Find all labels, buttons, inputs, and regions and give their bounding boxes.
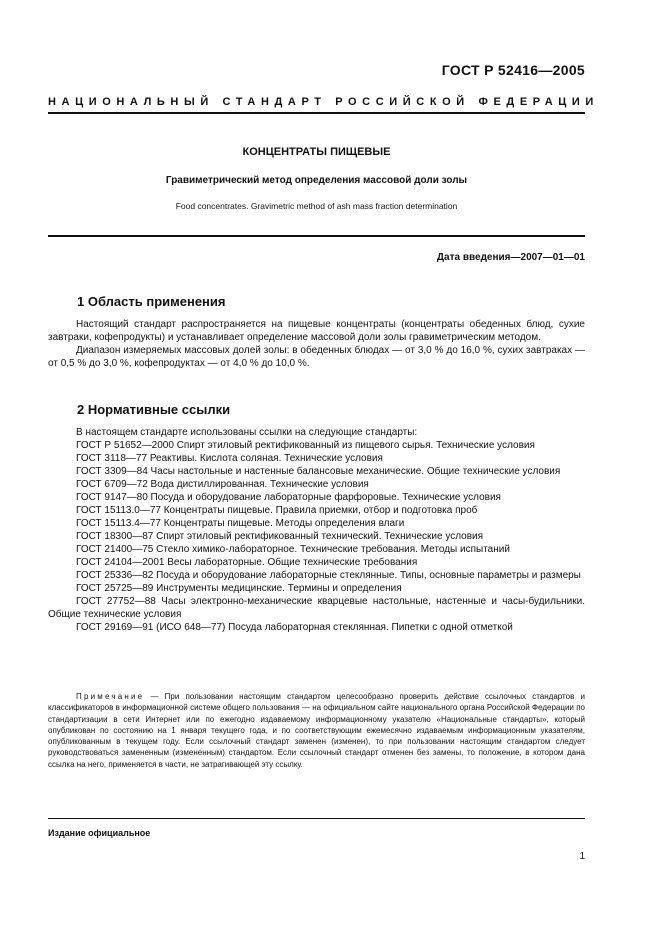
note [48, 691, 585, 770]
reference-item: ГОСТ 9147—80 Посуда и оборудование лабораторные фарфоровые. Технические условия [76, 492, 501, 503]
reference-item: ГОСТ 18300—87 Спирт этиловый ректификованный технический. Технические условия [76, 531, 484, 542]
reference-item: ГОСТ 3118—77 Реактивы. Кислота соляная. Технические условия [76, 453, 383, 464]
section-2-body [48, 426, 585, 634]
reference-item: ГОСТ 27752—88 Часы электронно-механические кварцевые настольные, настенные и часы-будильники. Общие технические условия [48, 596, 585, 620]
page-title: КОНЦЕНТРАТЫ ПИЩЕВЫЕ [242, 146, 391, 158]
reference-item: ГОСТ 6709—72 Вода дистиллированная. Технические условия [76, 479, 369, 490]
title-divider [48, 235, 585, 237]
note-label: Примечание [76, 692, 145, 701]
references-intro: В настоящем стандарте использованы ссылки на следующие стандарты: [76, 427, 418, 438]
page-number: 1 [579, 851, 585, 862]
reference-item: ГОСТ 21400—75 Стекло химико-лабораторное. Технические требования. Методы испытаний [76, 544, 510, 555]
reference-item: ГОСТ 29169—91 (ИСО 648—77) Посуда лабораторная стеклянная. Пипетки с одной отметкой [76, 622, 513, 633]
reference-item: ГОСТ 24104—2001 Весы лабораторные. Общие технические требования [76, 557, 418, 568]
english-title: Food concentrates. Gravimetric method of ash mass fraction determination [175, 201, 458, 211]
section-1-body [48, 318, 585, 370]
document-code: ГОСТ Р 52416—2005 [441, 62, 585, 78]
reference-item: ГОСТ 3309—84 Часы настольные и настенные балансовые механические. Общие технические условия [76, 466, 561, 477]
page-subtitle: Гравиметрический метод определения массовой доли золы [165, 175, 468, 186]
section-1-heading: 1 Область применения [77, 294, 226, 309]
reference-item: ГОСТ 25725—89 Инструменты медицинские. Термины и определения [76, 583, 402, 594]
reference-item: ГОСТ Р 51652—2000 Спирт этиловый ректификованный из пищевого сырья. Технические условия [76, 440, 535, 451]
reference-item: ГОСТ 15113.4—77 Концентраты пищевые. Методы определения влаги [76, 518, 405, 529]
edition-label: Издание официальное [48, 828, 151, 838]
national-standard-banner: НАЦИОНАЛЬНЫЙ СТАНДАРТ РОССИЙСКОЙ ФЕДЕРАЦИИ [48, 96, 599, 108]
header-divider [48, 112, 585, 114]
introduction-date: Дата введения—2007—01—01 [436, 252, 585, 263]
section-1-paragraph: Диапазон измеряемых массовых долей золы: в обеденных блюдах — от 3,0 % до 16,0 %, сухих завтраках — от 0,5 % до 3,0 %, кофепродуктах — от 4,0 % до 10,0 %. [48, 345, 585, 369]
note-text: — При пользовании настоящим стандартом целесообразно проверить действие ссылочных стандартов и классификаторов в информационной системе общего пользования — на официальном сайте национального органа Российской Федерации по стандартизации в сети Интернет или по ежегодно издаваемому информационному указателю «Национальные стандарты», который опубликован по состоянию на 1 января текущего года, и по соответствующим ежемесячно издаваемым информационным указателям, опубликованным в текущем году. Если ссылочный стандарт заменен (изменен), то при пользовании настоящим стандартом следует руководствоваться замененным (измененным) стандартом. Если ссылочный стандарт отменен без замены, то положение, в котором дана ссылка на него, применяется в части, не затрагивающей эту ссылку. [48, 692, 585, 769]
section-2-heading: 2 Нормативные ссылки [77, 402, 231, 417]
footer-divider [48, 818, 585, 819]
reference-item: ГОСТ 25336—82 Посуда и оборудование лабораторные стеклянные. Типы, основные параметры и размеры [76, 570, 581, 581]
reference-item: ГОСТ 15113.0—77 Концентраты пищевые. Правила приемки, отбор и подготовка проб [76, 505, 478, 516]
section-1-paragraph: Настоящий стандарт распространяется на пищевые концентраты (концентраты обеденных блюд, сухие завтраки, кофепродукты) и устанавливает определение массовой доли золы гравиметрическим методом. [48, 319, 585, 343]
